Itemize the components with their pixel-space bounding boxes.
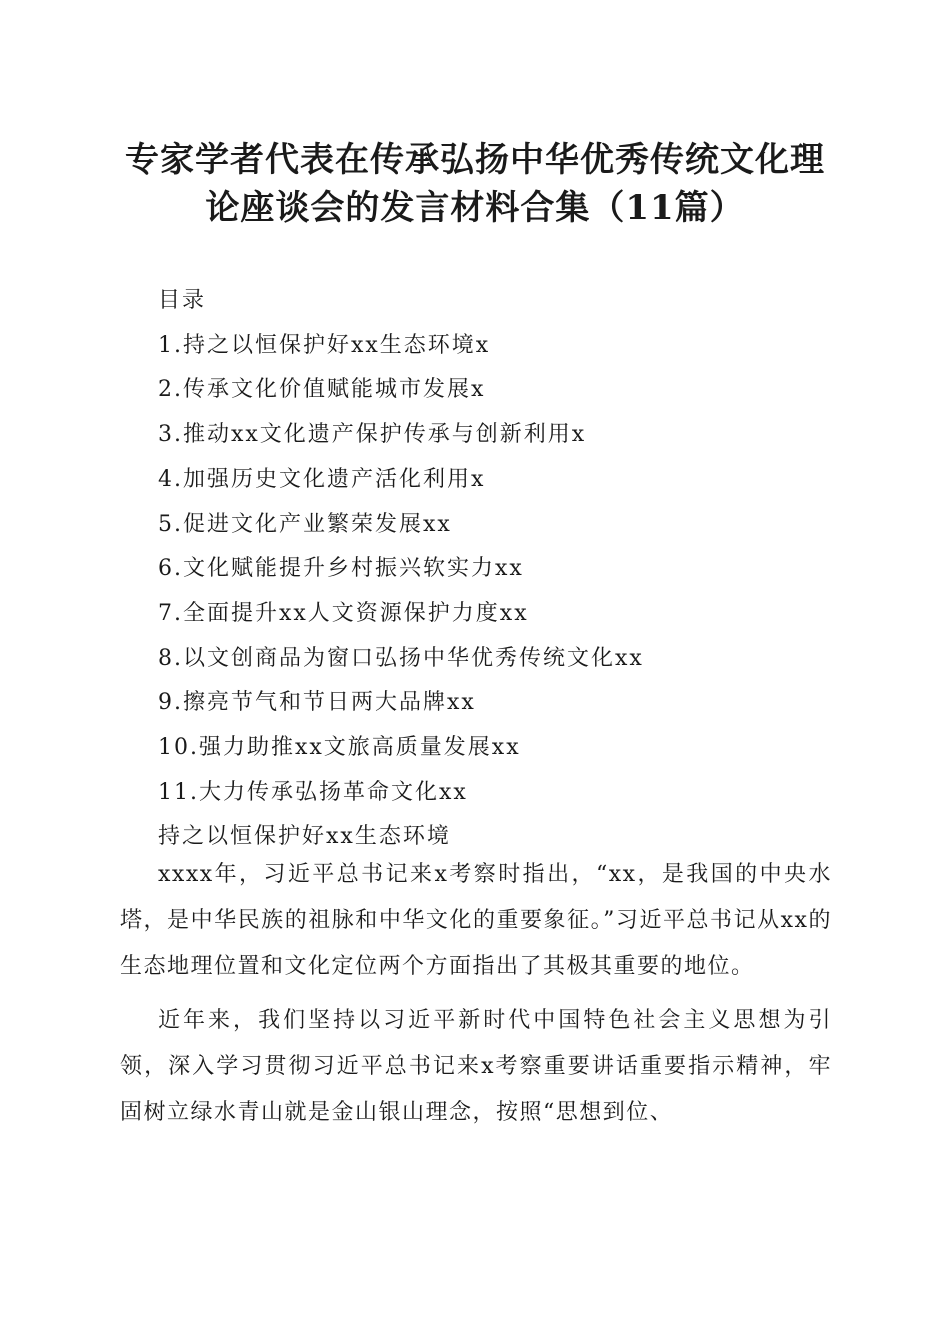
toc-item: 2.传承文化价值赋能城市发展x (158, 377, 486, 403)
toc-item: 1.持之以恒保护好xx生态环境x (158, 332, 491, 358)
toc-item: 7.全面提升xx人文资源保护力度xx (158, 600, 529, 626)
toc-item: 9.擦亮节气和节日两大品牌xx (158, 690, 476, 716)
table-of-contents (158, 279, 644, 860)
toc-item: 5.促进文化产业繁荣发展xx (158, 511, 452, 537)
toc-item: 3.推动xx文化遗产保护传承与创新利用x (158, 422, 587, 448)
paragraph: xxxx年，习近平总书记来x考察时指出，“xx，是我国的中央水塔，是中华民族的祖脉和中华文化的重要象征。”习近平总书记从xx的生态地理位置和文化定位两个方面指出了其极其重要的地位。 (120, 862, 832, 979)
toc-item: 11.大力传承弘扬革命文化xx (158, 779, 468, 805)
toc-item: 8.以文创商品为窗口弘扬中华优秀传统文化xx (158, 645, 644, 671)
toc-item: 4.加强历史文化遗产活化利用x (158, 466, 486, 492)
body-text (120, 852, 832, 1144)
title-line-1: 专家学者代表在传承弘扬中华优秀传统文化理 (125, 140, 825, 180)
paragraph: 近年来，我们坚持以习近平新时代中国特色社会主义思想为引领，深入学习贯彻习近平总书记来x考察重要讲话重要指示精神，牢固树立绿水青山就是金山银山理念，按照“思想到位、 (120, 1008, 832, 1125)
toc-heading: 目录 (158, 288, 207, 313)
section-heading: 持之以恒保护好xx生态环境 (158, 824, 451, 850)
toc-item: 10.强力助推xx文旅高质量发展xx (158, 735, 521, 761)
title-line-2: 论座谈会的发言材料合集（11篇） (205, 188, 745, 228)
document-title (100, 136, 850, 232)
toc-item: 6.文化赋能提升乡村振兴软实力xx (158, 556, 524, 582)
